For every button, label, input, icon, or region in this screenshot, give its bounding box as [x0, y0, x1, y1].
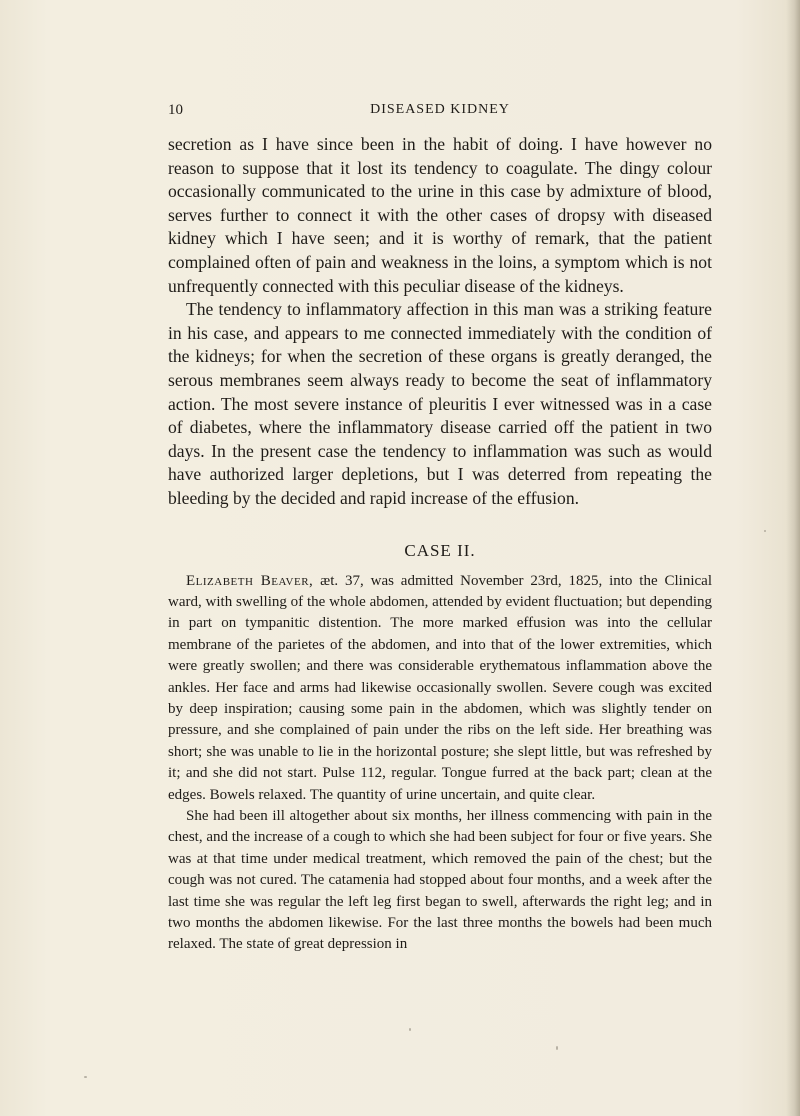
body-text: [168, 133, 712, 956]
case-heading: CASE II.: [404, 540, 476, 560]
page-number: 10: [168, 102, 183, 118]
paragraph-inflammatory-tendency: The tendency to inflammatory affection in this man was a striking feature in his case, and appears to me connected immediately with the condition of the kidneys; for when the secretion of these organs is greatly deranged, the serous membranes seem always ready to become the seat of inflammatory action. The most severe instance of pleuritis I ever witnessed was in a case of diabetes, where the inflammatory disease carried off the patient in two days. In the present case the tendency to inflammation was such as would have authorized larger depletions, but I was deterred from repeating the bleeding by the decided and rapid increase of the effusion.: [168, 299, 712, 508]
case-paragraph-admission-text: æt. 37, was admitted November 23rd, 1825, into the Clinical ward, with swelling of the whole abdomen, attended by evident fluctuation; but depending in part on tympanitic distention. The more marked effusion was into the cellular membrane of the parietes of the abdomen, and into that of the lower extremities, which were greatly swollen; and there was considerable erythematous inflammation above the ankles. Her face and arms had likewise occasionally swollen. Severe cough was excited by deep inspiration; causing some pain in the abdomen, which was slightly tender on pressure, and she complained of pain under the ribs on the left side. Her breathing was short; she was unable to lie in the horizontal posture; she slept little, but was refreshed by it; and she did not start. Pulse 112, regular. Tongue furred at the back part; clean at the edges. Bowels relaxed. The quantity of urine uncertain, and quite clear.: [168, 572, 712, 803]
running-head: [168, 102, 712, 122]
paper-speck: [409, 1028, 411, 1031]
case-paragraph-history: She had been ill altogether about six months, her illness commencing with pain in the chest, and the increase of a cough to which she had been subject for four or five years. She was at that time under medical treatment, which removed the pain of the chest; but the cough was not cured. The catamenia had stopped about four months, and a week after the last time she was regular the left leg first began to swell, afterwards the right leg; and in two months the abdomen likewise. For the last three months the bowels had been much relaxed. The state of great depression in: [168, 807, 712, 953]
patient-name: Elizabeth Beaver,: [186, 572, 314, 589]
page-edge-shadow: [786, 0, 800, 1116]
paper-speck: [764, 530, 766, 532]
paper-speck: [556, 1046, 558, 1050]
case-paragraph-admission: [168, 571, 712, 806]
running-title: DISEASED KIDNEY: [370, 102, 510, 117]
paragraph-continuation: secretion as I have since been in the habit of doing. I have however no reason to suppose that it lost its tendency to coagulate. The dingy colour occasionally communicated to the urine in this case by admixture of blood, serves further to connect it with the other cases of dropsy with diseased kidney which I have seen; and it is worthy of remark, that the patient complained often of pain and weakness in the loins, a symptom which is not unfrequently connected with this peculiar disease of the kidneys.: [168, 134, 712, 296]
paper-speck: [84, 1076, 87, 1078]
